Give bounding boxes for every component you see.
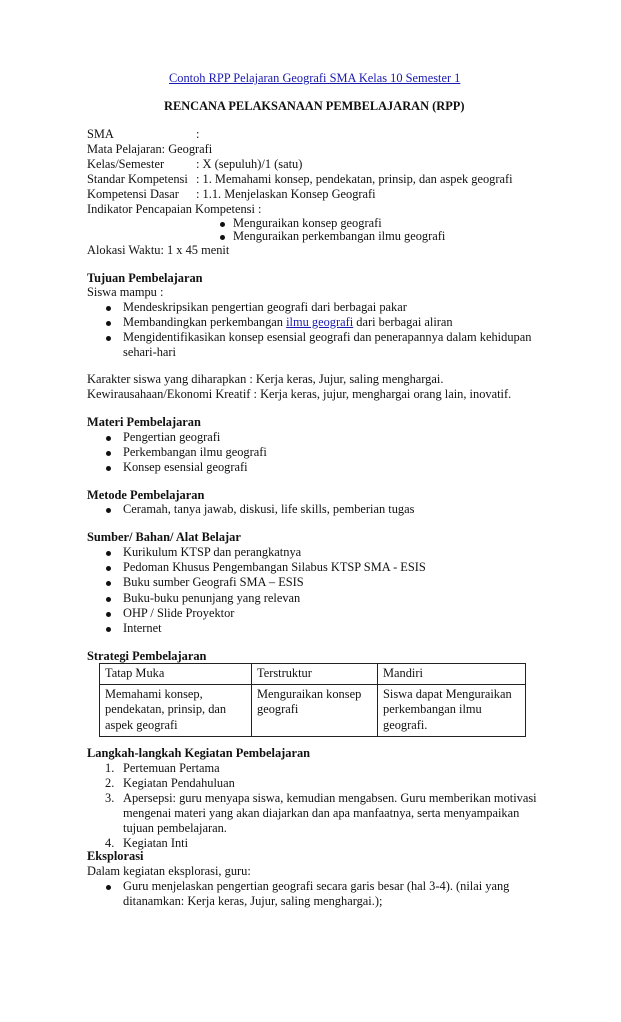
kewirausahaan: Kewirausahaan/Ekonomi Kreatif : Kerja keras, jujur, menghargai orang lain, inovatif. (87, 387, 512, 401)
sumber-heading: Sumber/ Bahan/ Alat Belajar (87, 530, 241, 544)
kelas-value: : X (sepuluh)/1 (satu) (196, 157, 303, 171)
tujuan-intro: Siswa mampu : (87, 285, 164, 299)
bullet-icon (106, 581, 111, 586)
materi-item: Pengertian geografi (123, 430, 221, 444)
materi-heading: Materi Pembelajaran (87, 415, 201, 429)
sumber-item: OHP / Slide Proyektor (123, 606, 235, 620)
mata-pelajaran: Mata Pelajaran: Geografi (87, 142, 213, 156)
bullet-icon (106, 306, 111, 311)
materi-item: Perkembangan ilmu geografi (123, 445, 267, 459)
kompetensi-dasar-label: Kompetensi Dasar (87, 187, 179, 201)
document-title: RENCANA PELAKSANAAN PEMBELAJARAN (RPP) (164, 99, 465, 113)
tujuan-item (123, 315, 453, 330)
bullet-icon (106, 627, 111, 632)
langkah-item: Pertemuan Pertama (123, 761, 220, 775)
strategi-table (99, 663, 526, 737)
bullet-icon (106, 336, 111, 341)
bullet-icon (106, 508, 111, 513)
metode-heading: Metode Pembelajaran (87, 488, 205, 502)
tujuan-item: Mengidentifikasikan konsep esensial geografi dan penerapannya dalam kehidupan (123, 330, 532, 344)
bullet-icon (106, 436, 111, 441)
standar-kompetensi-label: Standar Kompetensi (87, 172, 188, 186)
table-header-row (100, 664, 526, 685)
alokasi-waktu: Alokasi Waktu: 1 x 45 menit (87, 243, 230, 257)
bullet-icon (106, 551, 111, 556)
bullet-icon (220, 235, 225, 240)
eksplorasi-intro: Dalam kegiatan eksplorasi, guru: (87, 864, 251, 878)
sumber-item: Kurikulum KTSP dan perangkatnya (123, 545, 302, 559)
document-source-link[interactable]: Contoh RPP Pelajaran Geografi SMA Kelas 10 Semester 1 (169, 71, 461, 85)
karakter-siswa: Karakter siswa yang diharapkan : Kerja keras, Jujur, saling menghargai. (87, 372, 444, 386)
eksplorasi-item-continued: ditanamkan: Kerja keras, Jujur, saling menghargai.); (123, 894, 383, 908)
langkah-heading: Langkah-langkah Kegiatan Pembelajaran (87, 746, 311, 760)
langkah-item-continued: tujuan pembelajaran. (123, 821, 227, 835)
sumber-item: Buku sumber Geografi SMA – ESIS (123, 575, 304, 589)
ilmu-geografi-link[interactable]: ilmu geografi (286, 315, 354, 329)
bullet-icon (106, 612, 111, 617)
tujuan-item-continued: sehari-hari (123, 345, 176, 359)
bullet-icon (106, 321, 111, 326)
langkah-item: Apersepsi: guru menyapa siswa, kemudian mengabsen. Guru memberikan motivasi (123, 791, 537, 805)
list-number: 3. (105, 791, 115, 805)
bullet-icon (106, 885, 111, 890)
indikator-item: Menguraikan konsep geografi (233, 216, 382, 230)
metode-item: Ceramah, tanya jawab, diskusi, life skills, pemberian tugas (123, 502, 415, 516)
langkah-item-continued: mengenai materi yang akan diajarkan dan apa manfaatnya, serta menyampaikan (123, 806, 520, 820)
table-cell: Siswa dapat Menguraikan perkembangan ilmu geografi. (378, 685, 526, 737)
strategi-heading: Strategi Pembelajaran (87, 649, 207, 663)
bullet-icon (220, 222, 225, 227)
sma-separator: : (196, 127, 200, 141)
eksplorasi-heading: Eksplorasi (87, 849, 144, 863)
list-number: 4. (105, 836, 115, 850)
tujuan-heading: Tujuan Pembelajaran (87, 271, 203, 285)
sumber-item: Pedoman Khusus Pengembangan Silabus KTSP SMA - ESIS (123, 560, 426, 574)
tujuan-item-text: Membandingkan perkembangan (123, 315, 287, 329)
sumber-item: Buku-buku penunjang yang relevan (123, 591, 301, 605)
materi-item: Konsep esensial geografi (123, 460, 248, 474)
list-number: 2. (105, 776, 115, 790)
table-cell: Menguraikan konsep geografi (252, 685, 378, 737)
indikator-item: Menguraikan perkembangan ilmu geografi (233, 229, 446, 243)
table-row (100, 685, 526, 737)
bullet-icon (106, 566, 111, 571)
eksplorasi-item: Guru menjelaskan pengertian geografi secara garis besar (hal 3-4). (nilai yang (123, 879, 510, 893)
sma-label: SMA (87, 127, 114, 141)
langkah-item: Kegiatan Inti (123, 836, 189, 850)
kompetensi-dasar-value: : 1.1. Menjelaskan Konsep Geografi (196, 187, 376, 201)
bullet-icon (106, 451, 111, 456)
langkah-item: Kegiatan Pendahuluan (123, 776, 235, 790)
kelas-label: Kelas/Semester (87, 157, 165, 171)
standar-kompetensi-value: : 1. Memahami konsep, pendekatan, prinsip, dan aspek geografi (196, 172, 513, 186)
table-cell: Memahami konsep, pendekatan, prinsip, dan aspek geografi (100, 685, 252, 737)
indikator-heading: Indikator Pencapaian Kompetensi : (87, 202, 262, 216)
sumber-item: Internet (123, 621, 162, 635)
list-number: 1. (105, 761, 115, 775)
bullet-icon (106, 466, 111, 471)
table-header-cell: Mandiri (378, 664, 526, 685)
bullet-icon (106, 597, 111, 602)
table-header-cell: Terstruktur (252, 664, 378, 685)
tujuan-item-text: dari berbagai aliran (353, 315, 453, 329)
tujuan-item: Mendeskripsikan pengertian geografi dari berbagai pakar (123, 300, 407, 314)
table-header-cell: Tatap Muka (100, 664, 252, 685)
